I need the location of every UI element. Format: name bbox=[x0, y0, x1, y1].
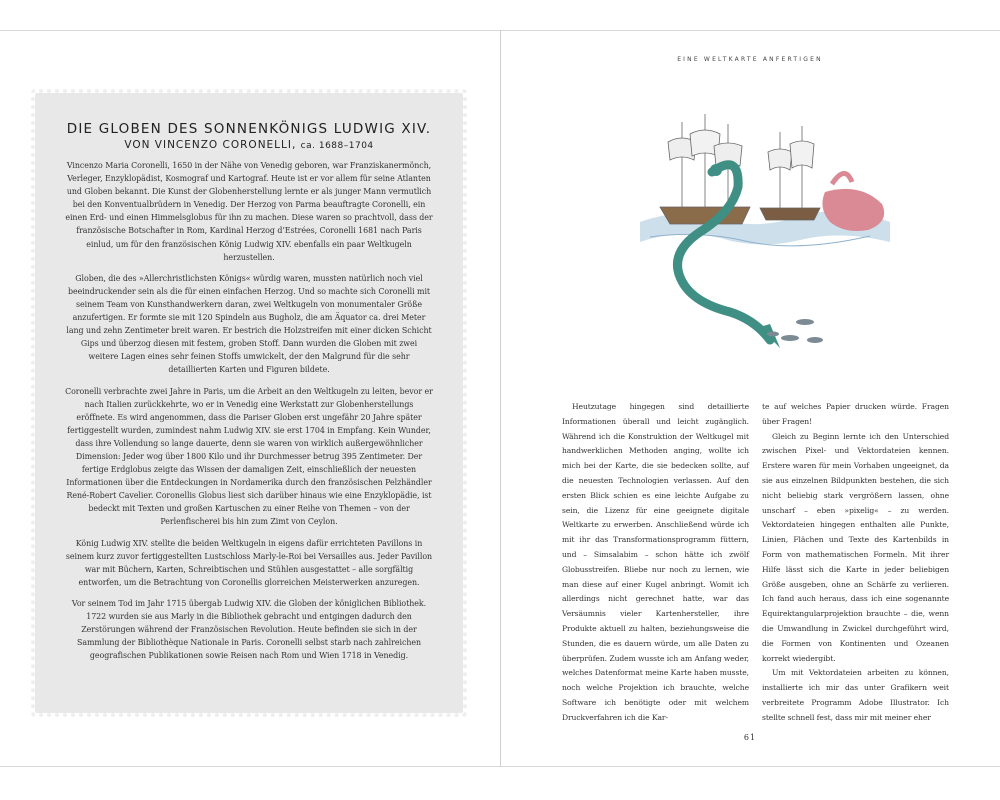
ship-right bbox=[760, 126, 820, 220]
body-paragraph: Um mit Vektordateien arbeiten zu können, installierte ich mir das unter Grafikern weit verbreitete Programm Adobe Illustrator. Ich stellte schnell fest, dass mir mit meiner eher bbox=[762, 668, 949, 722]
text-column-left bbox=[562, 400, 749, 726]
box-subtitle-text: VON VINCENZO CORONELLI, bbox=[124, 139, 297, 151]
page-gutter bbox=[500, 30, 501, 767]
box-paragraph: Globen, die des »Allerchristlichsten Königs« würdig waren, mussten natürlich noch viel beeindruckender sein als die für einen einfachen Herzog. Und so machte sich Coronelli mit seinem Team von Kunsthandwerkern daran, zwei Weltkugeln von monumentaler Größe anzufertigen. Er formte sie mit 120 Spindeln aus Bugholz, die am Äquator ca. drei Meter lang und zehn Zentimeter breit waren. Er bestrich die Holzstreifen mit einer dicken Schicht Gips und überzog diesen mit festem, groben Stoff. Dann wurden die Globen mit zwei weitere Lagen eines sehr feinen Stoffs umwickelt, der den Malgrund für die sehr detaillierten Karten und Figuren bildete. bbox=[66, 273, 432, 375]
sidebar-box-content bbox=[65, 121, 433, 662]
box-paragraph: König Ludwig XIV. stellte die beiden Weltkugeln in eigens dafür errichteten Pavillons in seinem kurz zuvor fertiggestellten Lustschloss Marly-le-Roi bei Versailles aus. Jeder Pavillon war mit Büchern, Karten, Schreibtischen und Stühlen ausgestattet – alle sorgfältig entworfen, um die Betrachtung von Coronellis glorreichen Meisterwerken anzuregen. bbox=[65, 538, 433, 587]
box-paragraph: Coronelli verbrachte zwei Jahre in Paris, um die Arbeit an den Weltkugeln zu leiten, bevor er nach Italien zurückkehrte, wo er in Venedig eine Werkstatt zur Globenherstellungs eröffnete. Es wird angenommen, dass die Pariser Globen erst ungefähr 20 Jahre später fertiggestellt wurden, zumindest nahm Ludwig XIV. sie erst 1704 in Empfang. Kein Wunder, dass ihre Vollendung so lange dauerte, denn sie waren von wirklich außergewöhnlicher Dimension: Jeder wog über 1800 Kilo und ihr Durchmesser betrug 395 Zentimeter. Der fertige Erdglobus zeigte das Wissen der damaligen Zeit, einschließlich der neuesten Informationen über die Entdeckungen in Nordamerika durch den französischen Pelzhändler René-Robert Cavelier. Coronellis Globus liest sich darüber hinaus wie eine Enzyklopädie, ist bedeckt mit Texten und großen Kartuschen zu einer Reihe von Themen – von der Perlenfischerei bis hin zum Zimt von Ceylon. bbox=[65, 386, 433, 527]
sidebar-box bbox=[35, 93, 463, 713]
page-number: 61 bbox=[743, 733, 757, 742]
body-paragraph: te auf welches Papier drucken würde. Fragen über Fragen! bbox=[762, 402, 949, 426]
box-title: DIE GLOBEN DES SONNENKÖNIGS LUDWIG XIV. bbox=[66, 121, 432, 137]
body-paragraph: Heutzutage hingegen sind detaillierte Informationen überall und leicht zugänglich. Während ich die Konstruktion der Weltkugel mit handwerklichen Methoden anging, wollte ich mich bei der Karte, die sie bedecken sollte, auf die neuesten Technologien verlassen. Auf den ersten Blick schien es eine leichte Aufgabe zu sein, die Lizenz für eine geeignete digitale Weltkarte zu erwerben. Anschließend würde ich mit ihr das Transformationsprogramm füttern, und – Simsalabim – schon hätte ich zwölf Globusstreifen. Bliebe nur noch zu lernen, wie man diese auf einer Kugel anbringt. Womit ich allerdings nicht gerechnet hatte, war das Versäumnis vieler Kartenhersteller, ihre Produkte aktuell zu halten, beziehungsweise die Stunden, die es dauern würde, um alle Daten zu überprüfen. Zudem wusste ich am Anfang weder, welches Datenformat meine Karte haben musste, noch welche Projektion ich brauchte, welche Software ich benötigte oder mit welchem Druckverfahren ich die Kar- bbox=[562, 402, 749, 722]
box-subtitle-date: ca. 1688–1704 bbox=[300, 141, 374, 151]
sea-serpent bbox=[678, 165, 771, 340]
box-paragraph: Vor seinem Tod im Jahr 1715 übergab Ludwig XIV. die Globen der königlichen Bibliothek. 1722 wurden sie aus Marly in die Bibliothek gebracht und entgingen dadurch den Zerstörungen während der Französischen Revolution. Heute befinden sie sich in der Sammlung der Bibliothèque Nationale in Paris. Coronelli selbst starb nach zahlreichen geografischen Publikationen sowie Reisen nach Rom und Wien 1718 in Venedig. bbox=[71, 598, 427, 661]
body-paragraph: Gleich zu Beginn lernte ich den Unterschied zwischen Pixel- und Vektordateien kennen. Erstere waren für mein Vorhaben ungeeignet, da sie aus einzelnen Bildpunkten bestehen, die sich nicht beliebig stark vergrößern lassen, ohne unscharf – eben »pixelig« – zu werden. Vektordateien hingegen enthalten alle Punkte, Linien, Flächen und Texte des Kartenbilds in Form von mathematischen Formeln. Mit ihrer Hilfe lässt sich die Karte in jeder beliebigen Größe ausgeben, ohne an Schärfe zu verlieren. Ich fand auch heraus, dass ich eine sogenannte Equirektangularprojektion brauchte – die, wenn die Umwandlung in Zwickel durchgeführt wird, die Formen von Kontinenten und Ozeanen korrekt wiedergibt. bbox=[762, 431, 949, 663]
box-paragraph: Vincenzo Maria Coronelli, 1650 in der Nähe von Venedig geboren, war Franziskanermönch, Verleger, Enzyklopädist, Kosmograf und Kartograf. Heute ist er vor allem für seine Atlanten und Globen bekannt. Die Kunst der Globenherstellung lernte er als junger Mann vermutlich bei den Konventualbrüdern in Venedig. Der Herzog von Parma beauftragte Coronelli, ein einen Erd- und einen Himmelsglobus für ihn zu machen. Diese waren so prachtvoll, dass der französische Botschafter in Rom, Kardinal Herzog d’Estrées, Coronelli 1681 nach Paris einlud, um für den französischen König Ludwig XIV. ebenfalls ein paar Weltkugeln herzustellen. bbox=[65, 161, 433, 262]
ships-and-sea-monsters-illustration bbox=[620, 112, 910, 352]
running-head: EINE WELTKARTE ANFERTIGEN bbox=[677, 56, 823, 63]
box-subtitle bbox=[65, 139, 433, 151]
text-column-right bbox=[762, 400, 949, 726]
